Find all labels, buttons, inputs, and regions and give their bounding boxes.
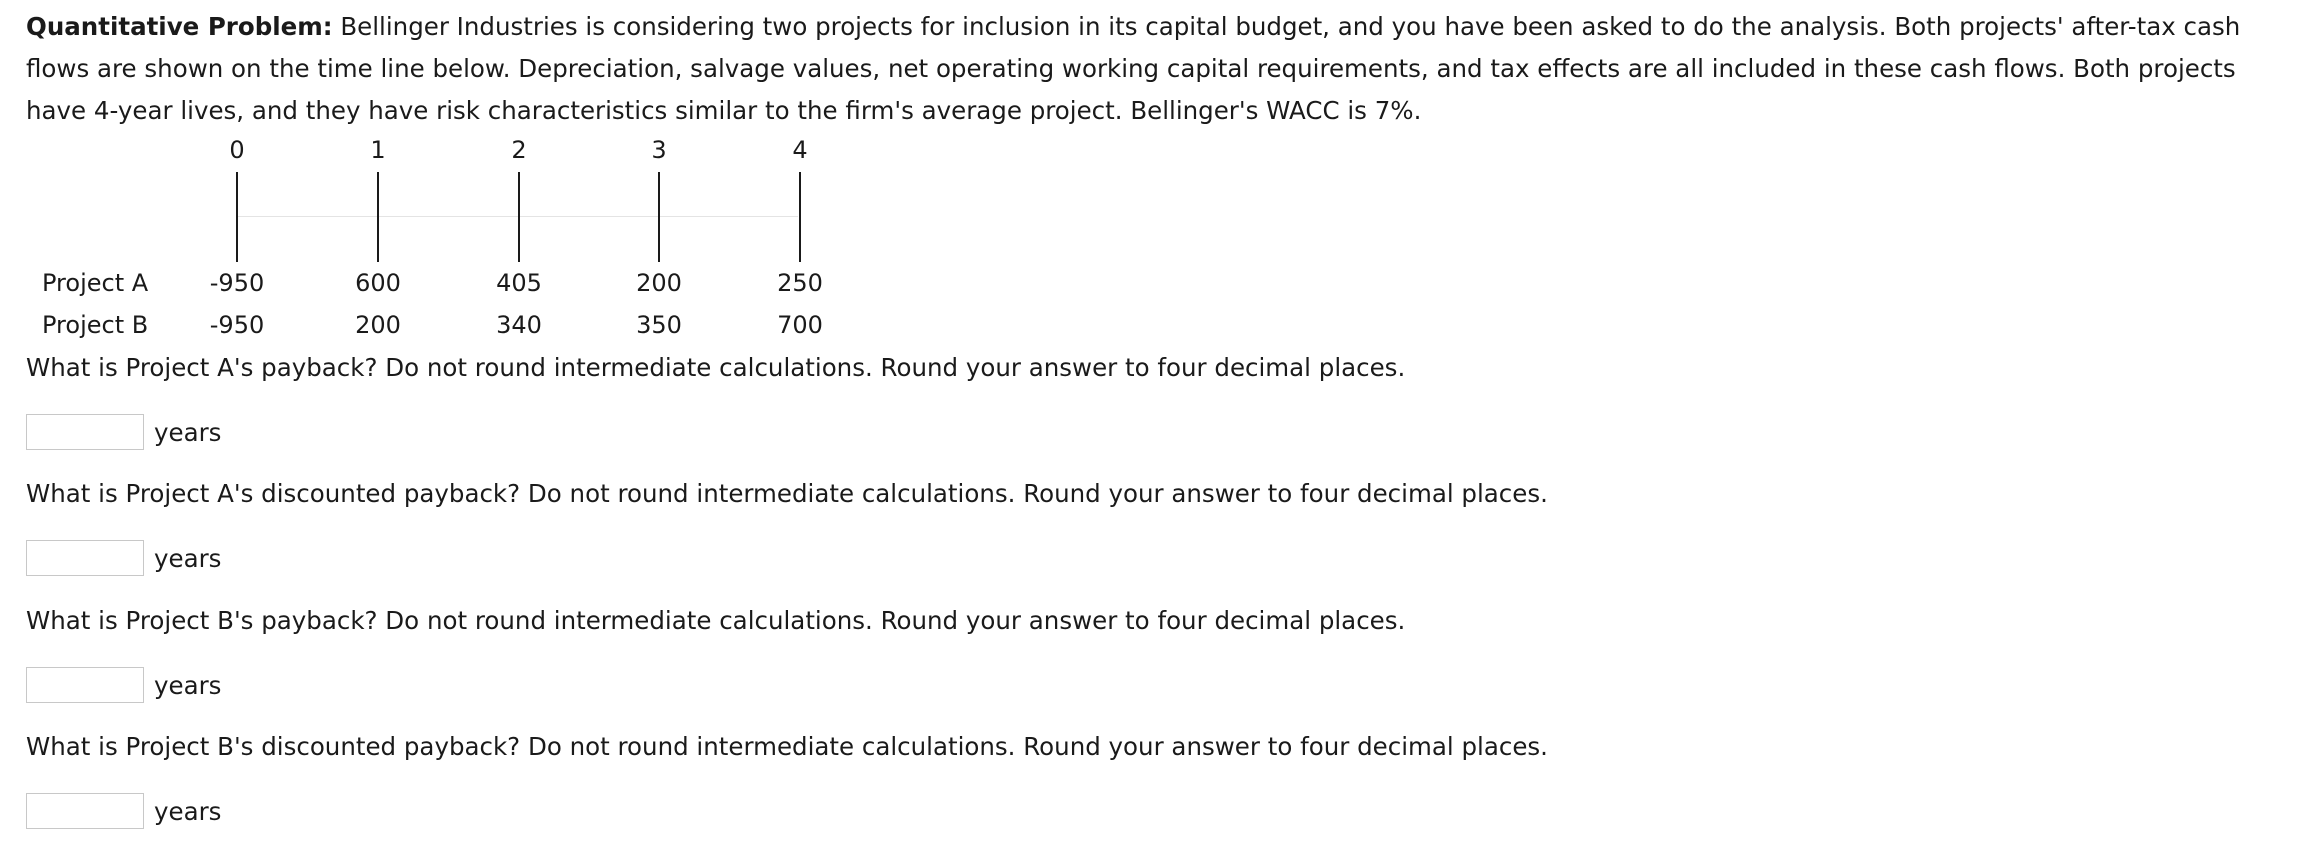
problem-lead: Quantitative Problem: — [26, 12, 333, 41]
period-tick — [799, 172, 801, 262]
cash-flow-value: 200 — [355, 311, 401, 339]
cash-flow-value: 200 — [636, 269, 682, 297]
project-name: Project B — [42, 311, 149, 339]
project-row-b — [0, 311, 900, 351]
cash-flow-value: 350 — [636, 311, 682, 339]
answer-row — [26, 665, 221, 705]
unit-label: years — [154, 543, 222, 573]
period-label: 1 — [370, 136, 386, 164]
period-label: 4 — [792, 136, 808, 164]
cash-flow-value: 340 — [496, 311, 542, 339]
answer-input-b-payback[interactable] — [26, 667, 144, 703]
cash-flow-value: 405 — [496, 269, 542, 297]
answer-row — [26, 538, 221, 578]
question-text: What is Project A's discounted payback? Do not round intermediate calculations. Round your answer to four decimal places. — [26, 479, 1548, 508]
period-tick — [518, 172, 520, 262]
cash-flow-value: -950 — [209, 311, 265, 339]
unit-label: years — [154, 417, 222, 447]
period-label: 3 — [651, 136, 667, 164]
answer-input-a-discounted-payback[interactable] — [26, 540, 144, 576]
period-tick — [377, 172, 379, 262]
cash-flow-value: 700 — [777, 311, 823, 339]
question-text: What is Project B's payback? Do not round intermediate calculations. Round your answer to four decimal places. — [26, 606, 1406, 635]
period-label: 2 — [511, 136, 527, 164]
question-text: What is Project B's discounted payback? Do not round intermediate calculations. Round your answer to four decimal places. — [26, 732, 1548, 761]
period-label: 0 — [229, 136, 245, 164]
question-text: What is Project A's payback? Do not round intermediate calculations. Round your answer to four decimal places. — [26, 353, 1406, 382]
period-tick — [658, 172, 660, 262]
cash-flow-value: -950 — [209, 269, 265, 297]
unit-label: years — [154, 796, 222, 826]
period-tick — [236, 172, 238, 262]
answer-input-b-discounted-payback[interactable] — [26, 793, 144, 829]
cash-flow-value: 600 — [355, 269, 401, 297]
project-row-a — [0, 269, 900, 309]
answer-row — [26, 791, 221, 831]
problem-body: Bellinger Industries is considering two projects for inclusion in its capital budget, and you have been asked to do the analysis. Both projects' after-tax cash flows are shown on the time line below. Depreciation, salvage values, net operating working capital requirements, and tax effects are all included in these cash flows. Both projects have 4-year lives, and they have risk characteristics similar to the firm's average project. Bellinger's WACC is 7%. — [26, 12, 2241, 125]
answer-input-a-payback[interactable] — [26, 414, 144, 450]
unit-label: years — [154, 670, 222, 700]
project-name: Project A — [42, 269, 149, 297]
cash-flow-value: 250 — [777, 269, 823, 297]
answer-row — [26, 412, 221, 452]
problem-statement — [26, 6, 2286, 132]
